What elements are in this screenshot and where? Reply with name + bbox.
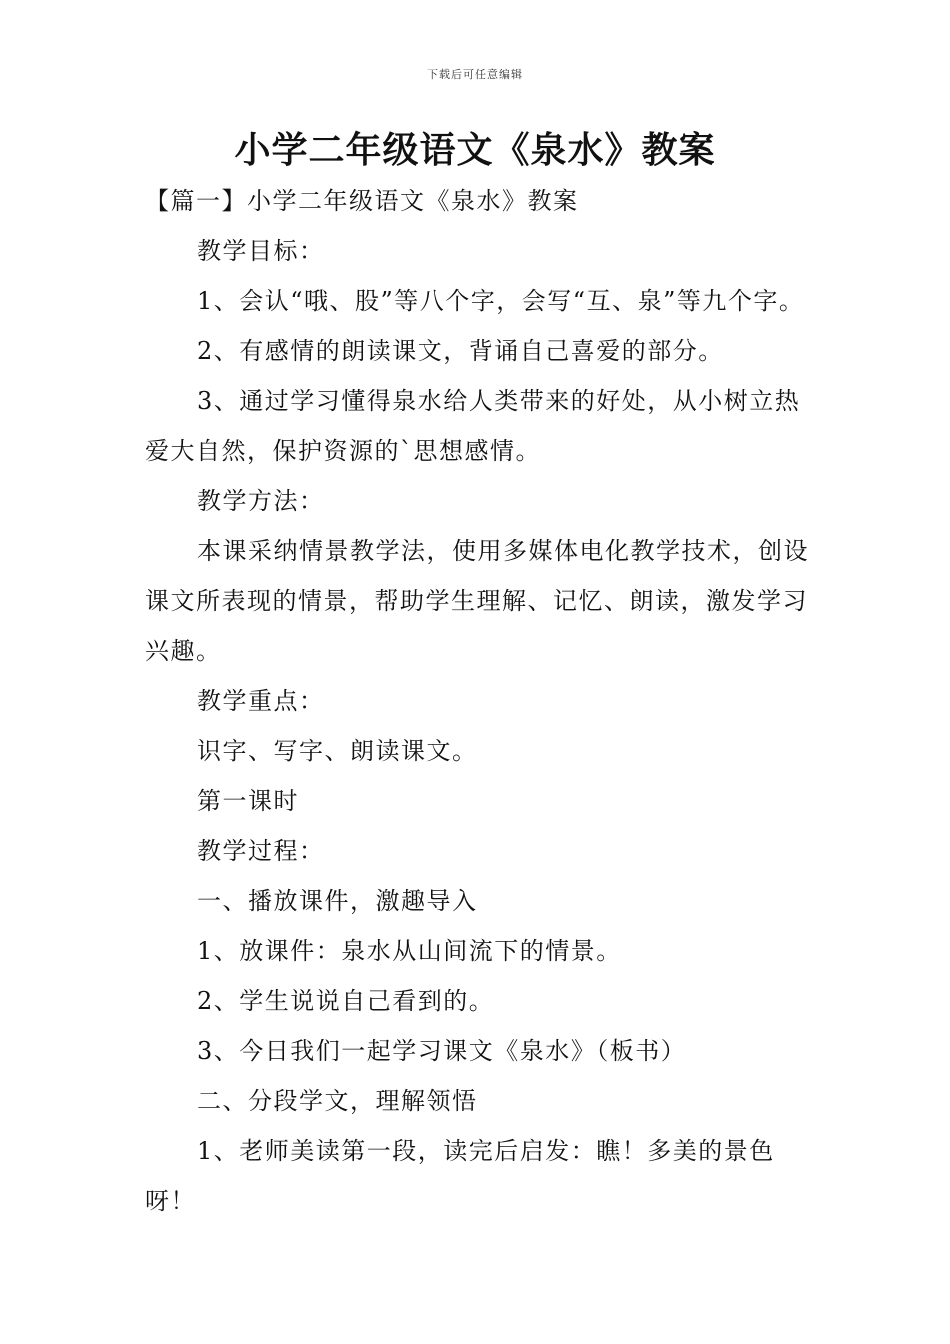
paragraph: 本课采纳情景教学法，使用多媒体电化教学技术，创设课文所表现的情景，帮助学生理解、记忆、朗读，激发学习兴趣。 <box>145 537 809 665</box>
paragraph: 3、通过学习懂得泉水给人类带来的好处，从小树立热爱大自然，保护资源的`思想感情。 <box>145 387 801 465</box>
paragraph: 教学目标： <box>197 237 325 265</box>
paragraph: 教学过程： <box>197 837 325 865</box>
paragraph: 识字、写字、朗读课文。 <box>197 737 478 765</box>
paragraph: 1、放课件：泉水从山间流下的情景。 <box>197 937 622 965</box>
document-body <box>145 176 825 1226</box>
paragraph: 【篇一】小学二年级语文《泉水》教案 <box>145 187 579 215</box>
document-title: 小学二年级语文《泉水》教案 <box>234 130 716 171</box>
paragraph: 2、有感情的朗读课文，背诵自己喜爱的部分。 <box>197 337 724 365</box>
paragraph: 1、老师美读第一段，读完后启发：瞧！多美的景色呀！ <box>145 1137 775 1215</box>
paragraph: 教学重点： <box>197 687 325 715</box>
paragraph: 二、分段学文，理解领悟 <box>197 1087 478 1115</box>
header-note: 下载后可任意编辑 <box>427 68 523 81</box>
paragraph: 1、会认“哦、股”等八个字，会写“互、泉”等九个字。 <box>197 287 805 315</box>
paragraph: 第一课时 <box>197 787 299 815</box>
paragraph: 2、学生说说自己看到的。 <box>197 987 495 1015</box>
paragraph: 教学方法： <box>197 487 325 515</box>
paragraph: 3、今日我们一起学习课文《泉水》（板书） <box>197 1037 687 1065</box>
paragraph: 一、播放课件，激趣导入 <box>197 887 478 915</box>
